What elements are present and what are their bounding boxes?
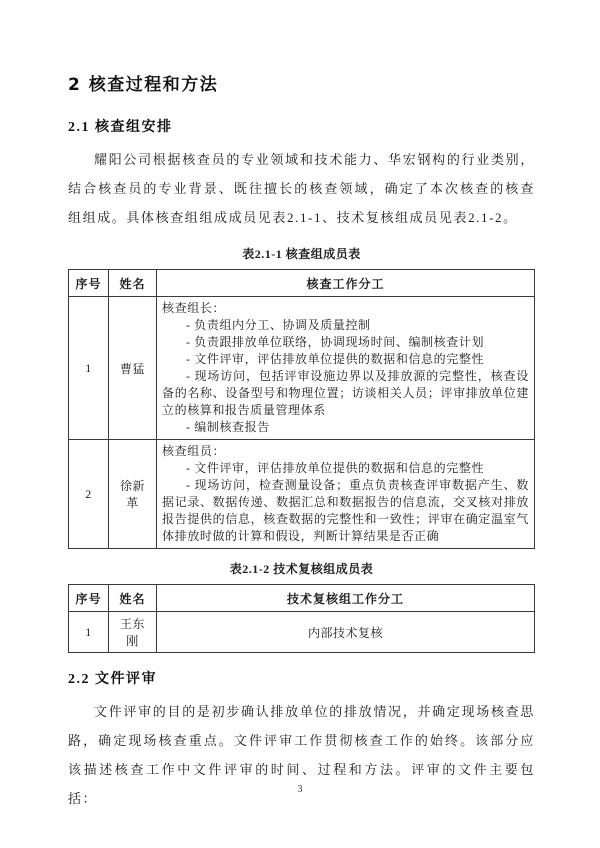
header-cell-name: 姓名 xyxy=(109,585,157,612)
table-header-row xyxy=(69,585,535,612)
header-cell-duty: 技术复核组工作分工 xyxy=(157,585,535,612)
section-2-1-paragraph: 耀阳公司根据核查员的专业领域和技术能力、华宏钢构的行业类别，结合核查员的专业背景、既往擅长的核查领域，确定了本次核查的核查组组成。具体核查组组成成员见表2.1-1、技术复核组成员见表2.1-2。 xyxy=(68,152,535,225)
duty-item: - 编制核查报告 xyxy=(186,420,270,434)
member-name-cell: 王东刚 xyxy=(109,612,157,653)
table-row xyxy=(69,440,535,549)
duty-item: - 负责跟排放单位联络，协调现场时间、编制核查计划 xyxy=(186,335,485,349)
page-title: 2 核查过程和方法 xyxy=(68,75,219,95)
technical-review-table xyxy=(68,584,535,653)
member-name-cell: 曹猛 xyxy=(109,297,157,440)
row-number-cell: 1 xyxy=(69,612,109,653)
section-2-2-paragraph: 文件评审的目的是初步确认排放单位的排放情况，并确定现场核查思路，确定现场核查重点。文件评审工作贯彻核查工作的始终。该部分应该描述核查工作中文件评审的时间、过程和方法。评审的文件主要包括： xyxy=(68,704,535,806)
page-number: 3 xyxy=(297,784,303,795)
section-heading-2-1: 2.1 核查组安排 xyxy=(68,120,173,135)
duty-item: - 现场访问，检查测量设备；重点负责核查评审数据产生、数据记录、数据传递、数据汇总和数据报告的信息流，交叉核对排放报告提供的信息，核查数据的完整性和一致性；评审在确定温室气体排放时做的计算和假设，判断计算结果是否正确 xyxy=(162,478,529,543)
member-name-cell: 徐新革 xyxy=(109,440,157,549)
row-number-cell: 2 xyxy=(69,440,109,549)
table-row xyxy=(69,297,535,440)
duty-item: - 现场访问，包括评审设施边界以及排放源的完整性，核查设备的名称、设备型号和物理位置；访谈相关人员；评审排放单位建立的核算和报告质量管理体系 xyxy=(162,369,529,417)
header-cell-no: 序号 xyxy=(69,270,109,297)
header-cell-no: 序号 xyxy=(69,585,109,612)
row-number-cell: 1 xyxy=(69,297,109,440)
header-cell-name: 姓名 xyxy=(109,270,157,297)
duty-item: - 负责组内分工、协调及质量控制 xyxy=(186,318,371,332)
duty-item: - 文件评审，评估排放单位提供的数据和信息的完整性 xyxy=(186,352,485,366)
table-row xyxy=(69,612,535,653)
duty-item: - 文件评审，评估排放单位提供的数据和信息的完整性 xyxy=(186,461,485,475)
table-header-row xyxy=(69,270,535,297)
member-role: 核查组员： xyxy=(162,444,226,458)
duties-cell xyxy=(157,297,535,440)
duties-cell xyxy=(157,440,535,549)
member-role: 核查组长： xyxy=(162,301,226,315)
table-1-caption: 表2.1-1 核查组成员表 xyxy=(242,247,361,261)
duty-cell-simple: 内部技术复核 xyxy=(157,612,535,653)
table-2-caption: 表2.1-2 技术复核组成员表 xyxy=(229,562,374,576)
header-cell-duty: 核查工作分工 xyxy=(157,270,535,297)
section-heading-2-2: 2.2 文件评审 xyxy=(68,672,157,687)
verification-team-table xyxy=(68,269,535,549)
